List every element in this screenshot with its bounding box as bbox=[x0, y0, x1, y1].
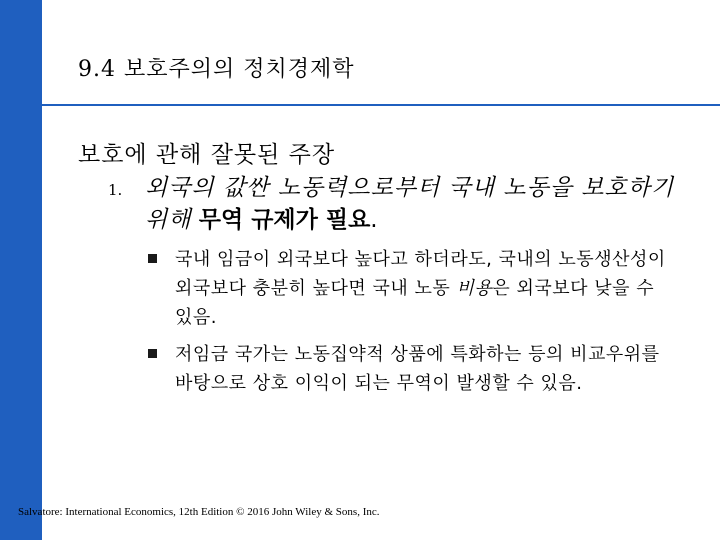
bullet-item-1 bbox=[148, 245, 668, 332]
title-divider bbox=[42, 104, 720, 106]
claim-item bbox=[108, 172, 688, 236]
bullet-italic-word: 비용 bbox=[456, 278, 493, 299]
claim-italic-text: 외국의 값싼 노동력으로부터 국내 노동을 보호하기 위해 bbox=[145, 175, 675, 233]
bullet-text: 저임금 국가는 노동집약적 상품에 특화하는 등의 비교우위를 바탕으로 상호 이익이 되는 무역이 발생할 수 있음. bbox=[175, 344, 660, 394]
claim-end: . bbox=[370, 207, 378, 233]
bullet-item-2 bbox=[148, 340, 668, 398]
claim-number: 1. bbox=[108, 181, 123, 199]
slide-title: 9.4 보호주의의 정치경제학 bbox=[78, 57, 355, 82]
bullet-text bbox=[148, 245, 668, 332]
square-bullet-icon bbox=[148, 349, 157, 358]
claim-text bbox=[108, 172, 688, 236]
section-heading: 보호에 관해 잘못된 주장 bbox=[78, 142, 336, 168]
left-accent-bar bbox=[0, 0, 42, 540]
square-bullet-icon bbox=[148, 254, 157, 263]
bullet-text-after: 은 외국보다 낮을 수 있음. bbox=[175, 278, 655, 328]
bullet-text-before: 국내 임금이 외국보다 높다고 하더라도, 국내의 노동생산성이 외국보다 충분히 높다면 국내 노동 bbox=[175, 249, 666, 299]
claim-bold-text: 무역 규제가 필요 bbox=[198, 207, 371, 233]
footer-citation: Salvatore: International Economics, 12th Edition © 2016 John Wiley & Sons, Inc. bbox=[18, 506, 380, 518]
